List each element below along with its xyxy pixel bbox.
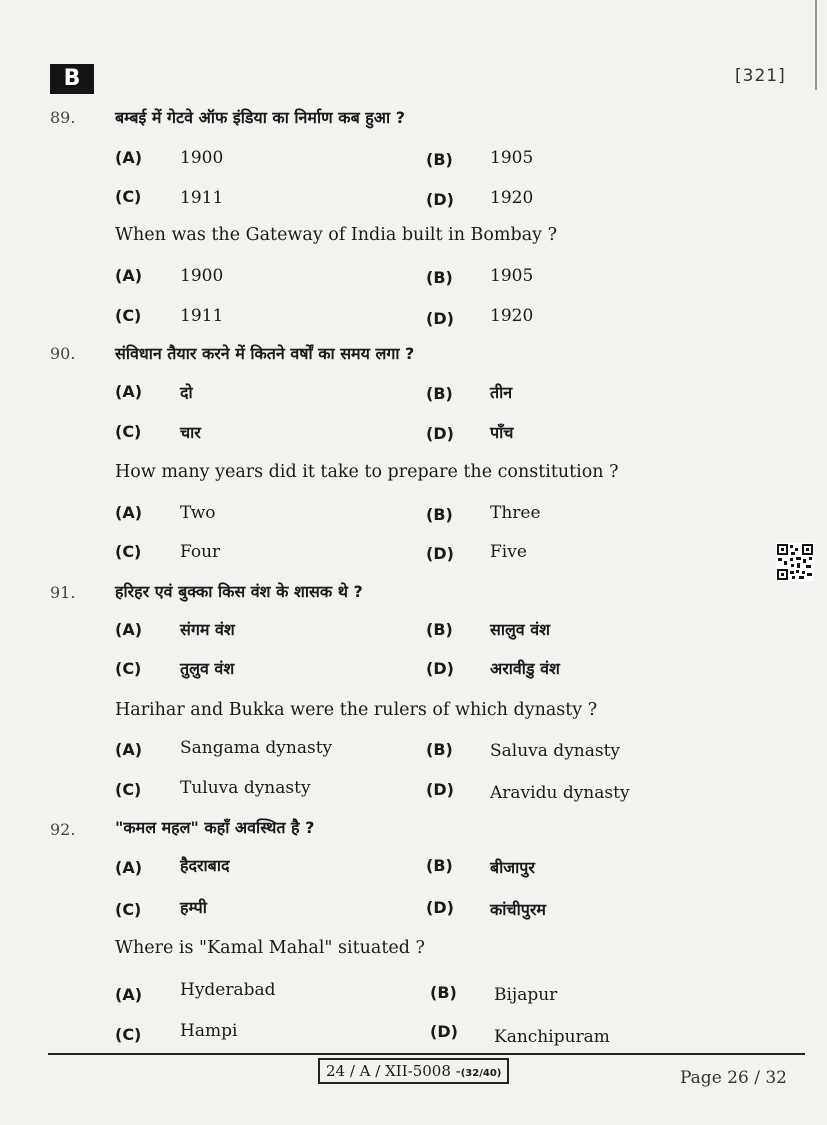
option-text: 1911 (180, 188, 224, 208)
option-text: Five (490, 542, 527, 562)
option-label: (D) (426, 898, 454, 917)
option-label: (A) (115, 740, 143, 759)
option-text: Two (180, 503, 216, 523)
qr-code-icon (776, 543, 814, 581)
option-label: (B) (426, 856, 453, 875)
question-text-english: How many years did it take to prepare the constitution ? (115, 462, 619, 482)
option-label: (B) (426, 384, 453, 403)
option-text: Bijapur (494, 985, 558, 1005)
option-text: पाँच (490, 423, 514, 442)
option-text: 1911 (180, 306, 224, 326)
question-text-english: Where is "Kamal Mahal" situated ? (115, 938, 425, 958)
option-text: सालुव वंश (490, 620, 551, 639)
option-label: (C) (115, 900, 142, 919)
question-number: 90. (50, 344, 76, 363)
option-label: (B) (426, 740, 453, 759)
option-label: (D) (426, 544, 454, 563)
question-text-hindi: हरिहर एवं बुक्का किस वंश के शासक थे ? (115, 582, 363, 601)
option-text: Four (180, 542, 221, 562)
option-label: (D) (426, 190, 454, 209)
series-badge: B (50, 64, 94, 94)
paper-code-text: 24 / A / XII-5008 - (326, 1062, 461, 1080)
option-label: (B) (426, 620, 453, 639)
option-label: (B) (426, 268, 453, 287)
option-label: (D) (426, 309, 454, 328)
option-text: हम्पी (180, 898, 207, 917)
question-number: 91. (50, 583, 76, 602)
paper-code (318, 1058, 509, 1084)
page-edge-mark (815, 0, 817, 90)
option-text: चार (180, 423, 201, 442)
footer-divider (48, 1053, 805, 1055)
question-number: 92. (50, 820, 76, 839)
option-label: (D) (426, 780, 454, 799)
option-label: (B) (430, 983, 457, 1002)
option-label: (D) (426, 659, 454, 678)
option-label: (C) (115, 422, 142, 441)
option-text: तीन (490, 383, 513, 402)
option-text: Three (490, 503, 541, 523)
option-label: (D) (430, 1022, 458, 1041)
option-label: (A) (115, 382, 143, 401)
paper-code-set: (32/40) (460, 1068, 502, 1079)
question-text-hindi: संविधान तैयार करने में कितने वर्षों का समय लगा ? (115, 344, 415, 363)
page-code: [321] (735, 66, 786, 86)
option-text: कांचीपुरम (490, 900, 546, 919)
option-text: हैदराबाद (180, 856, 230, 875)
option-label: (C) (115, 659, 142, 678)
option-label: (B) (426, 505, 453, 524)
option-label: (D) (426, 424, 454, 443)
option-text: Hampi (180, 1021, 238, 1041)
question-text-english: Harihar and Bukka were the rulers of which dynasty ? (115, 700, 598, 720)
option-label: (A) (115, 503, 143, 522)
option-text: 1905 (490, 266, 534, 286)
option-text: Aravidu dynasty (490, 783, 630, 803)
option-text: Tuluva dynasty (180, 778, 311, 798)
page-number: Page 26 / 32 (680, 1068, 787, 1088)
option-text: 1905 (490, 148, 534, 168)
option-text: Saluva dynasty (490, 741, 621, 761)
option-text: Sangama dynasty (180, 738, 333, 758)
option-label: (A) (115, 985, 143, 1004)
option-text: Hyderabad (180, 980, 276, 1000)
option-label: (A) (115, 266, 143, 285)
question-text-english: When was the Gateway of India built in Bombay ? (115, 225, 557, 245)
option-label: (A) (115, 620, 143, 639)
option-label: (C) (115, 187, 142, 206)
option-text: 1920 (490, 188, 534, 208)
option-label: (C) (115, 780, 142, 799)
option-text: दो (180, 383, 193, 402)
question-text-hindi: "कमल महल" कहाँ अवस्थित है ? (115, 818, 315, 837)
option-text: संगम वंश (180, 620, 235, 639)
option-label: (C) (115, 306, 142, 325)
question-text-hindi: बम्बई में गेटवे ऑफ इंडिया का निर्माण कब हुआ ? (115, 108, 405, 127)
option-text: बीजापुर (490, 858, 535, 877)
option-text: अरावीडु वंश (490, 659, 560, 678)
option-text: 1900 (180, 148, 224, 168)
option-label: (C) (115, 542, 142, 561)
option-label: (B) (426, 150, 453, 169)
option-label: (A) (115, 148, 143, 167)
option-text: तुलुव वंश (180, 659, 235, 678)
option-text: Kanchipuram (494, 1027, 610, 1047)
option-label: (C) (115, 1025, 142, 1044)
option-label: (A) (115, 858, 143, 877)
option-text: 1920 (490, 306, 534, 326)
option-text: 1900 (180, 266, 224, 286)
question-number: 89. (50, 108, 76, 127)
